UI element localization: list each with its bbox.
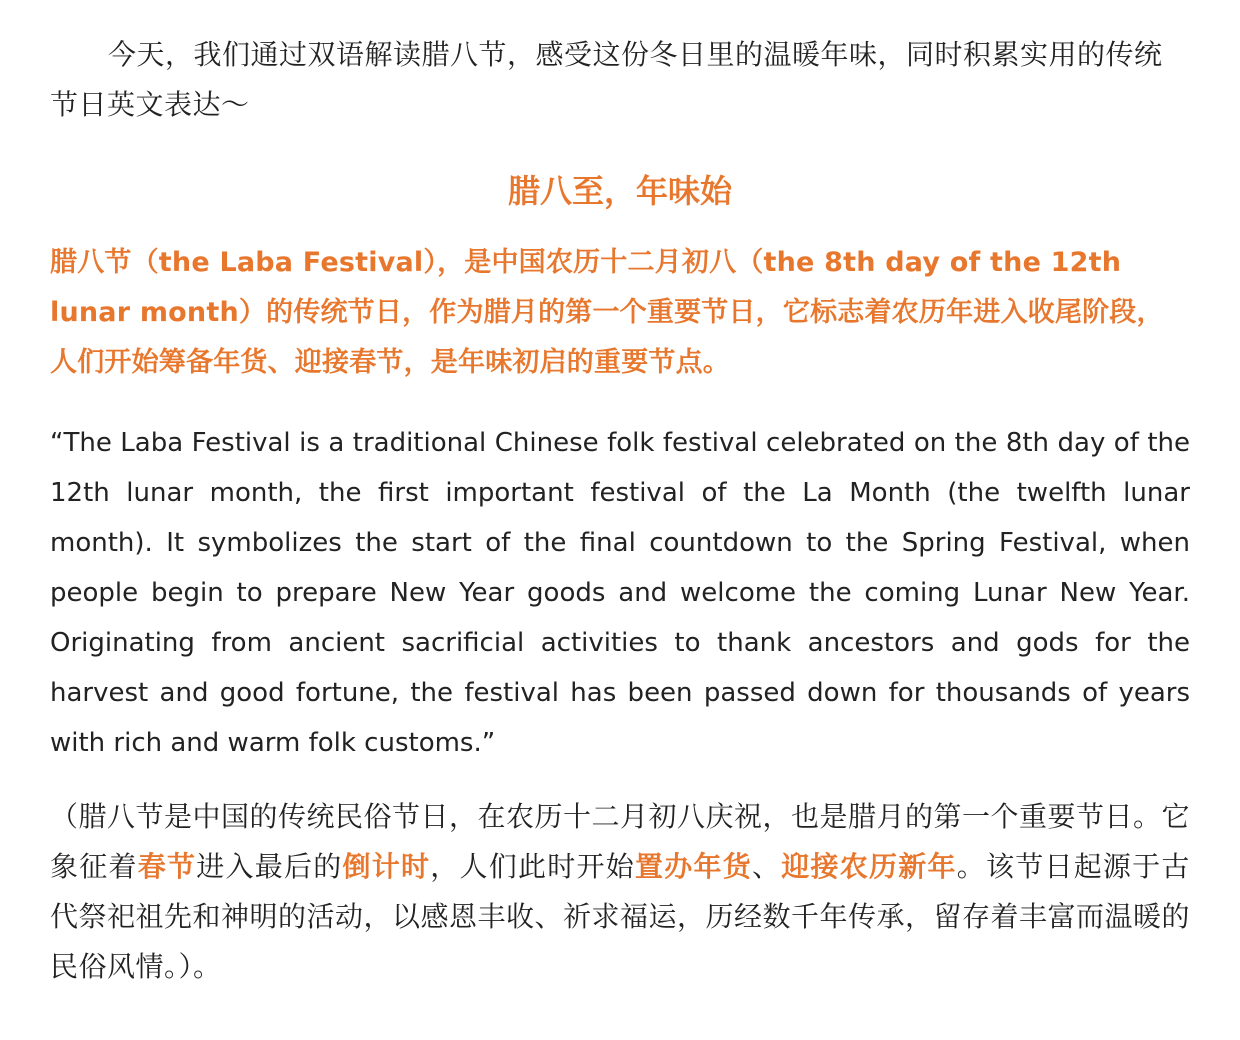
highlight-countdown: 倒计时 [342, 850, 431, 883]
highlight-lunar-new-year: 迎接农历新年 [781, 850, 957, 883]
translation-text: 。该节日起源于古代祭祀祖先和神明的活动，以感恩丰收、祈求福运，历经数千年传承，留存着丰富而温暖的民俗风情。）。 [50, 850, 1191, 983]
article-body [50, 30, 1190, 992]
translation-paragraph [50, 792, 1190, 992]
translation-text: 进入最后的 [196, 850, 343, 883]
highlight-new-year-goods: 置办年货 [634, 850, 752, 883]
section-title: 腊八至，年味始 [507, 172, 732, 210]
translation-text: ，人们此时开始 [430, 850, 635, 883]
highlight-spring-festival: 春节 [137, 850, 197, 883]
intro-paragraph: 今天，我们通过双语解读腊八节，感受这份冬日里的温暖年味，同时积累实用的传统节日英文表达～ [50, 38, 1163, 121]
english-paragraph: “The Laba Festival is a traditional Chinese folk festival celebrated on the 8th day of the 12th lunar month, the first important festival of the La Month (the twelfth lunar month). It symbolizes the start of the final countdown to the Spring Festival, when people begin to prepare New Year goods and welcome the coming Lunar New Year. Originating from ancient sacrificial activities to thank ancestors and gods for the harvest and good fortune, the festival has been passed down for thousands of years with rich and warm folk customs.” [50, 428, 1190, 758]
translation-text: （腊八节是中国的传统民俗节日，在农历十二月初八庆祝，也是腊月的第一个重要节日。它象征着 [50, 800, 1191, 883]
highlight-paragraph: 腊八节（the Laba Festival），是中国农历十二月初八（the 8th day of the 12th lunar month）的传统节日，作为腊月的第一个重要节日，它标志着农历年进入收尾阶段，人们开始筹备年货、迎接春节，是年味初启的重要节点。 [50, 247, 1164, 378]
translation-text: 、 [751, 850, 782, 883]
